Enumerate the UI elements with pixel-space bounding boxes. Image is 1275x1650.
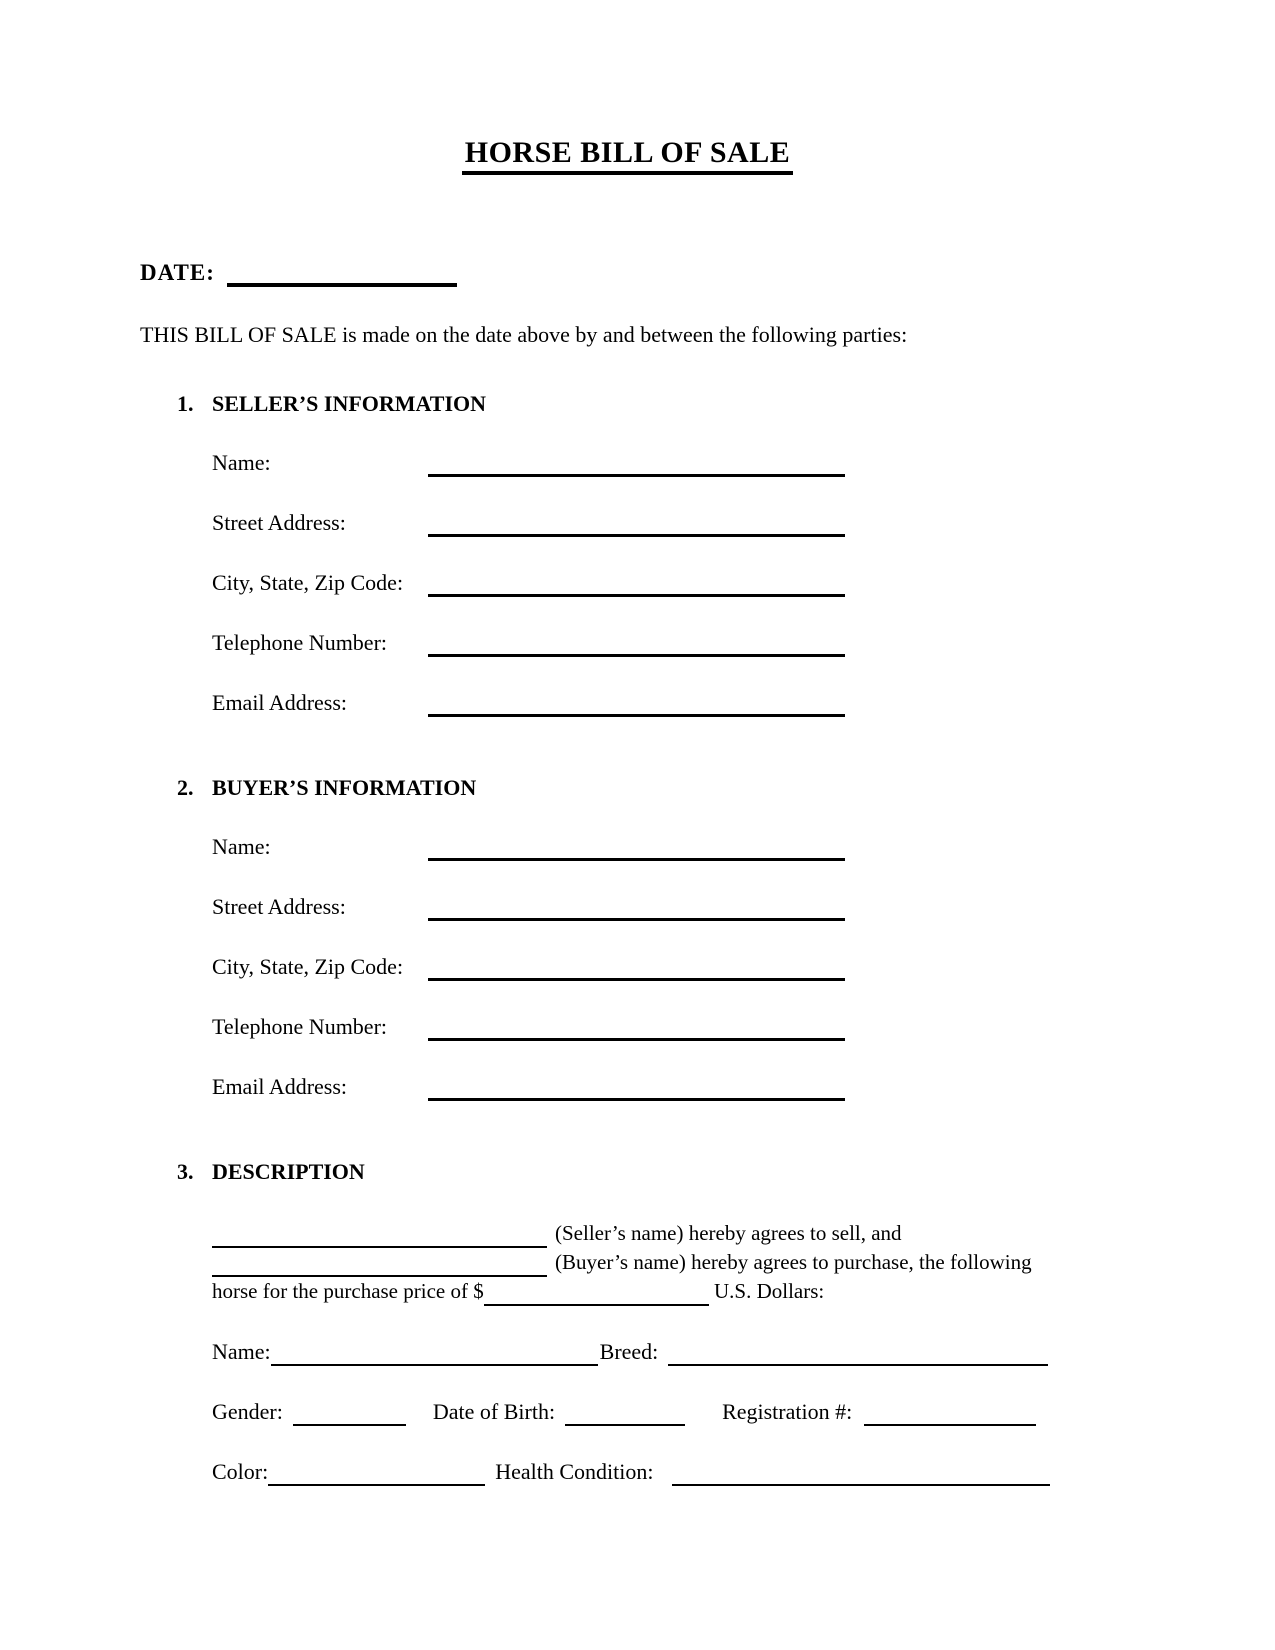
horse-color-label: Color:: [212, 1459, 269, 1484]
horse-gender-line[interactable]: [293, 1398, 406, 1426]
buyer-section-title: BUYER’S INFORMATION: [212, 775, 477, 800]
horse-name-breed-row: [212, 1338, 1115, 1366]
intro-text: THIS BILL OF SALE is made on the date above by and between the following parties:: [140, 322, 908, 347]
horse-gender-dob-reg-row: [212, 1398, 1115, 1426]
horse-registration-line[interactable]: [864, 1398, 1036, 1426]
buyer-email-line[interactable]: [428, 1072, 845, 1101]
horse-dob-label: Date of Birth:: [432, 1399, 556, 1424]
seller-clause-text: (Seller’s name) hereby agrees to sell, and: [555, 1221, 902, 1245]
seller-fields: [212, 448, 845, 717]
description-paragraph: [212, 1219, 1115, 1306]
buyer-email-row: [212, 1072, 845, 1101]
seller-phone-line[interactable]: [428, 628, 845, 657]
horse-health-line[interactable]: [672, 1458, 1050, 1486]
buyer-city-row: [212, 952, 845, 981]
horse-registration-label: Registration #:: [722, 1399, 853, 1424]
seller-email-line[interactable]: [428, 688, 845, 717]
buyer-section-heading: [177, 775, 1115, 801]
seller-name-row: [212, 448, 845, 477]
buyer-street-line[interactable]: [428, 892, 845, 921]
buyer-phone-row: [212, 1012, 845, 1041]
buyer-name-label: Name:: [212, 834, 271, 859]
seller-city-label: City, State, Zip Code:: [212, 570, 404, 595]
date-line[interactable]: [227, 257, 457, 287]
buyer-city-line[interactable]: [428, 952, 845, 981]
horse-color-line[interactable]: [268, 1458, 485, 1486]
buyer-name-line[interactable]: [428, 832, 845, 861]
buyer-phone-line[interactable]: [428, 1012, 845, 1041]
seller-name-line[interactable]: [428, 448, 845, 477]
description-section-title: DESCRIPTION: [212, 1159, 365, 1184]
seller-city-line[interactable]: [428, 568, 845, 597]
date-label: DATE:: [140, 260, 215, 285]
seller-city-row: [212, 568, 845, 597]
seller-street-line[interactable]: [428, 508, 845, 537]
price-blank[interactable]: [484, 1278, 709, 1306]
seller-section-title: SELLER’S INFORMATION: [212, 391, 487, 416]
horse-breed-line[interactable]: [668, 1338, 1048, 1366]
seller-email-label: Email Address:: [212, 690, 348, 715]
horse-gender-label: Gender:: [212, 1399, 283, 1424]
buyer-street-row: [212, 892, 845, 921]
seller-section-number: 1.: [177, 391, 194, 416]
price-clause-prefix: horse for the purchase price of $: [212, 1279, 484, 1303]
seller-email-row: [212, 688, 845, 717]
buyer-city-label: City, State, Zip Code:: [212, 954, 404, 979]
horse-color-health-row: [212, 1458, 1115, 1486]
seller-phone-label: Telephone Number:: [212, 630, 388, 655]
price-clause-suffix: U.S. Dollars:: [713, 1279, 825, 1303]
horse-health-label: Health Condition:: [495, 1459, 654, 1484]
title-wrap: [140, 136, 1115, 175]
seller-street-label: Street Address:: [212, 510, 346, 535]
buyer-section-number: 2.: [177, 775, 194, 800]
buyer-phone-label: Telephone Number:: [212, 1014, 388, 1039]
buyer-email-label: Email Address:: [212, 1074, 348, 1099]
buyer-name-row: [212, 832, 845, 861]
seller-street-row: [212, 508, 845, 537]
horse-name-label: Name:: [212, 1339, 271, 1364]
seller-section-heading: [177, 391, 1115, 417]
horse-name-line[interactable]: [271, 1338, 598, 1366]
horse-dob-line[interactable]: [565, 1398, 685, 1426]
date-row: [140, 257, 1115, 287]
description-section-heading: [177, 1159, 1115, 1185]
horse-breed-label: Breed:: [599, 1339, 659, 1364]
buyer-street-label: Street Address:: [212, 894, 346, 919]
buyer-fields: [212, 832, 845, 1101]
seller-name-blank[interactable]: [212, 1220, 547, 1248]
buyer-name-blank[interactable]: [212, 1249, 547, 1277]
buyer-clause-text: (Buyer’s name) hereby agrees to purchase, the following: [555, 1250, 1032, 1274]
page-title: HORSE BILL OF SALE: [462, 136, 794, 175]
description-section-number: 3.: [177, 1159, 194, 1184]
seller-name-label: Name:: [212, 450, 271, 475]
seller-phone-row: [212, 628, 845, 657]
